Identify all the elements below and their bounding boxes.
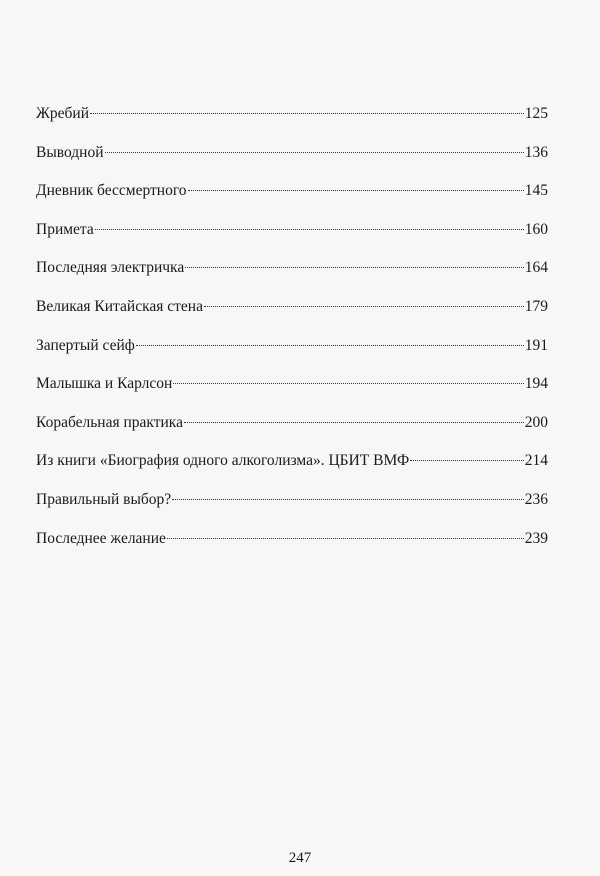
toc-entry-title: Малышка и Карлсон [36, 375, 173, 393]
toc-leader-dots [184, 422, 524, 423]
toc-entry-page: 160 [524, 220, 548, 238]
toc-entry [36, 336, 548, 375]
toc-leader-dots [95, 229, 524, 230]
toc-entry [36, 220, 548, 259]
toc-entry-page: 200 [524, 413, 548, 431]
toc-entry-page: 125 [524, 105, 548, 122]
toc-entry-title: Из книги «Биография одного алкоголизма». ЦБИТ ВМФ [36, 452, 410, 470]
toc-leader-dots [204, 306, 524, 307]
toc-entry-page: 179 [524, 297, 548, 315]
toc-entry-page: 194 [524, 375, 548, 393]
toc-entry [36, 297, 548, 336]
toc-entry [36, 143, 548, 182]
toc-leader-dots [173, 383, 523, 384]
toc-entry [36, 258, 548, 297]
toc-entry [36, 181, 548, 220]
toc-leader-dots [172, 499, 524, 500]
toc-leader-dots [185, 267, 524, 268]
toc-entry-title: Правильный выбор? [36, 490, 172, 508]
toc-leader-dots [90, 113, 524, 114]
toc-entry [36, 413, 548, 452]
toc-entry-title: Жребий [36, 105, 89, 122]
toc-entry-title: Великая Китайская стена [36, 297, 203, 315]
toc-entry-title: Примета [36, 220, 94, 238]
toc-entry [36, 374, 548, 413]
toc-entry-page: 236 [524, 490, 548, 508]
toc-entry [36, 490, 548, 529]
toc-leader-dots [136, 345, 524, 346]
toc-leader-dots [167, 538, 524, 539]
toc-entry-page: 214 [524, 452, 548, 470]
toc-entry-page: 164 [524, 259, 548, 277]
toc-entry-title: Запертый сейф [36, 336, 135, 354]
table-of-contents [36, 104, 548, 567]
toc-entry-page: 145 [524, 182, 548, 200]
toc-entry [36, 529, 548, 568]
toc-leader-dots [188, 190, 524, 191]
toc-entry-page: 191 [524, 336, 548, 354]
toc-entry [36, 451, 548, 490]
toc-entry-page: 239 [524, 529, 548, 547]
toc-entry-title: Дневник бессмертного [36, 182, 187, 200]
toc-leader-dots [410, 460, 523, 461]
page-number: 247 [288, 850, 312, 866]
toc-entry-title: Выводной [36, 143, 104, 161]
toc-entry [36, 104, 548, 143]
toc-leader-dots [105, 152, 524, 153]
toc-entry-title: Корабельная практика [36, 413, 183, 431]
toc-entry-title: Последняя электричка [36, 259, 185, 277]
toc-entry-title: Последнее желание [36, 529, 166, 547]
toc-entry-page: 136 [524, 143, 548, 161]
